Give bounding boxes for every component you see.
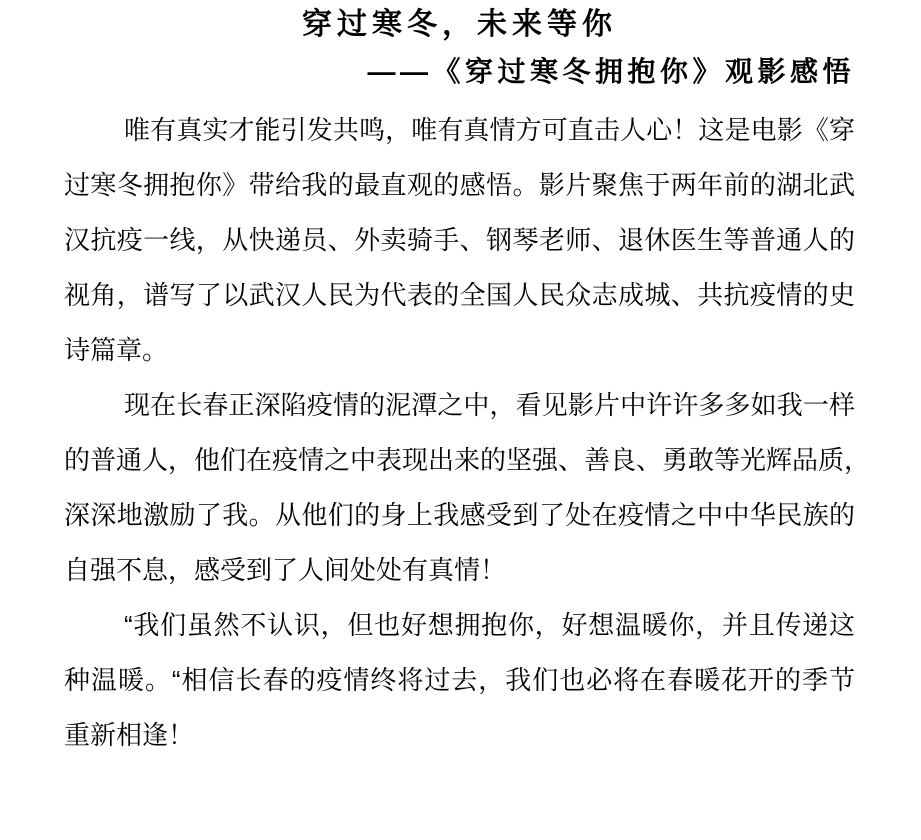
text-line: 现在长春正深陷疫情的泥潭之中，看见影片中许许多多如我一样 (124, 390, 855, 420)
text-line: 的普通人，他们在疫情之中表现出来的坚强、善良、勇敢等光辉品质， (64, 445, 871, 475)
paragraph-2 (64, 378, 871, 598)
text-line: 汉抗疫一线，从快递员、外卖骑手、钢琴老师、退休医生等普通人的 (64, 225, 855, 255)
text-line: 深深地激励了我。从他们的身上我感受到了处在疫情之中中华民族的 (64, 500, 855, 530)
paragraph-3 (64, 598, 855, 763)
text-line: 唯有真实才能引发共鸣，唯有真情方可直击人心！这是电影《穿 (124, 115, 855, 145)
text-line: 视角，谱写了以武汉人民为代表的全国人民众志成城、共抗疫情的史 (64, 280, 855, 310)
essay-title: 穿过寒冬，未来等你 (302, 8, 617, 41)
paragraph-1 (64, 103, 855, 378)
text-line: 诗篇章。 (64, 335, 169, 365)
essay-body (64, 103, 871, 763)
text-line: “我们虽然不认识，但也好想拥抱你，好想温暖你，并且传递这 (124, 610, 855, 640)
text-line: 自强不息，感受到了人间处处有真情！ (64, 555, 507, 585)
text-line: 重新相逢！ (64, 720, 195, 750)
text-line: 过寒冬拥抱你》带给我的最直观的感悟。影片聚焦于两年前的湖北武 (64, 170, 855, 200)
text-line: 种温暖。“相信长春的疫情终将过去，我们也必将在春暖花开的季节 (64, 665, 855, 695)
essay-subtitle: ——《穿过寒冬拥抱你》观影感悟 (367, 56, 855, 87)
